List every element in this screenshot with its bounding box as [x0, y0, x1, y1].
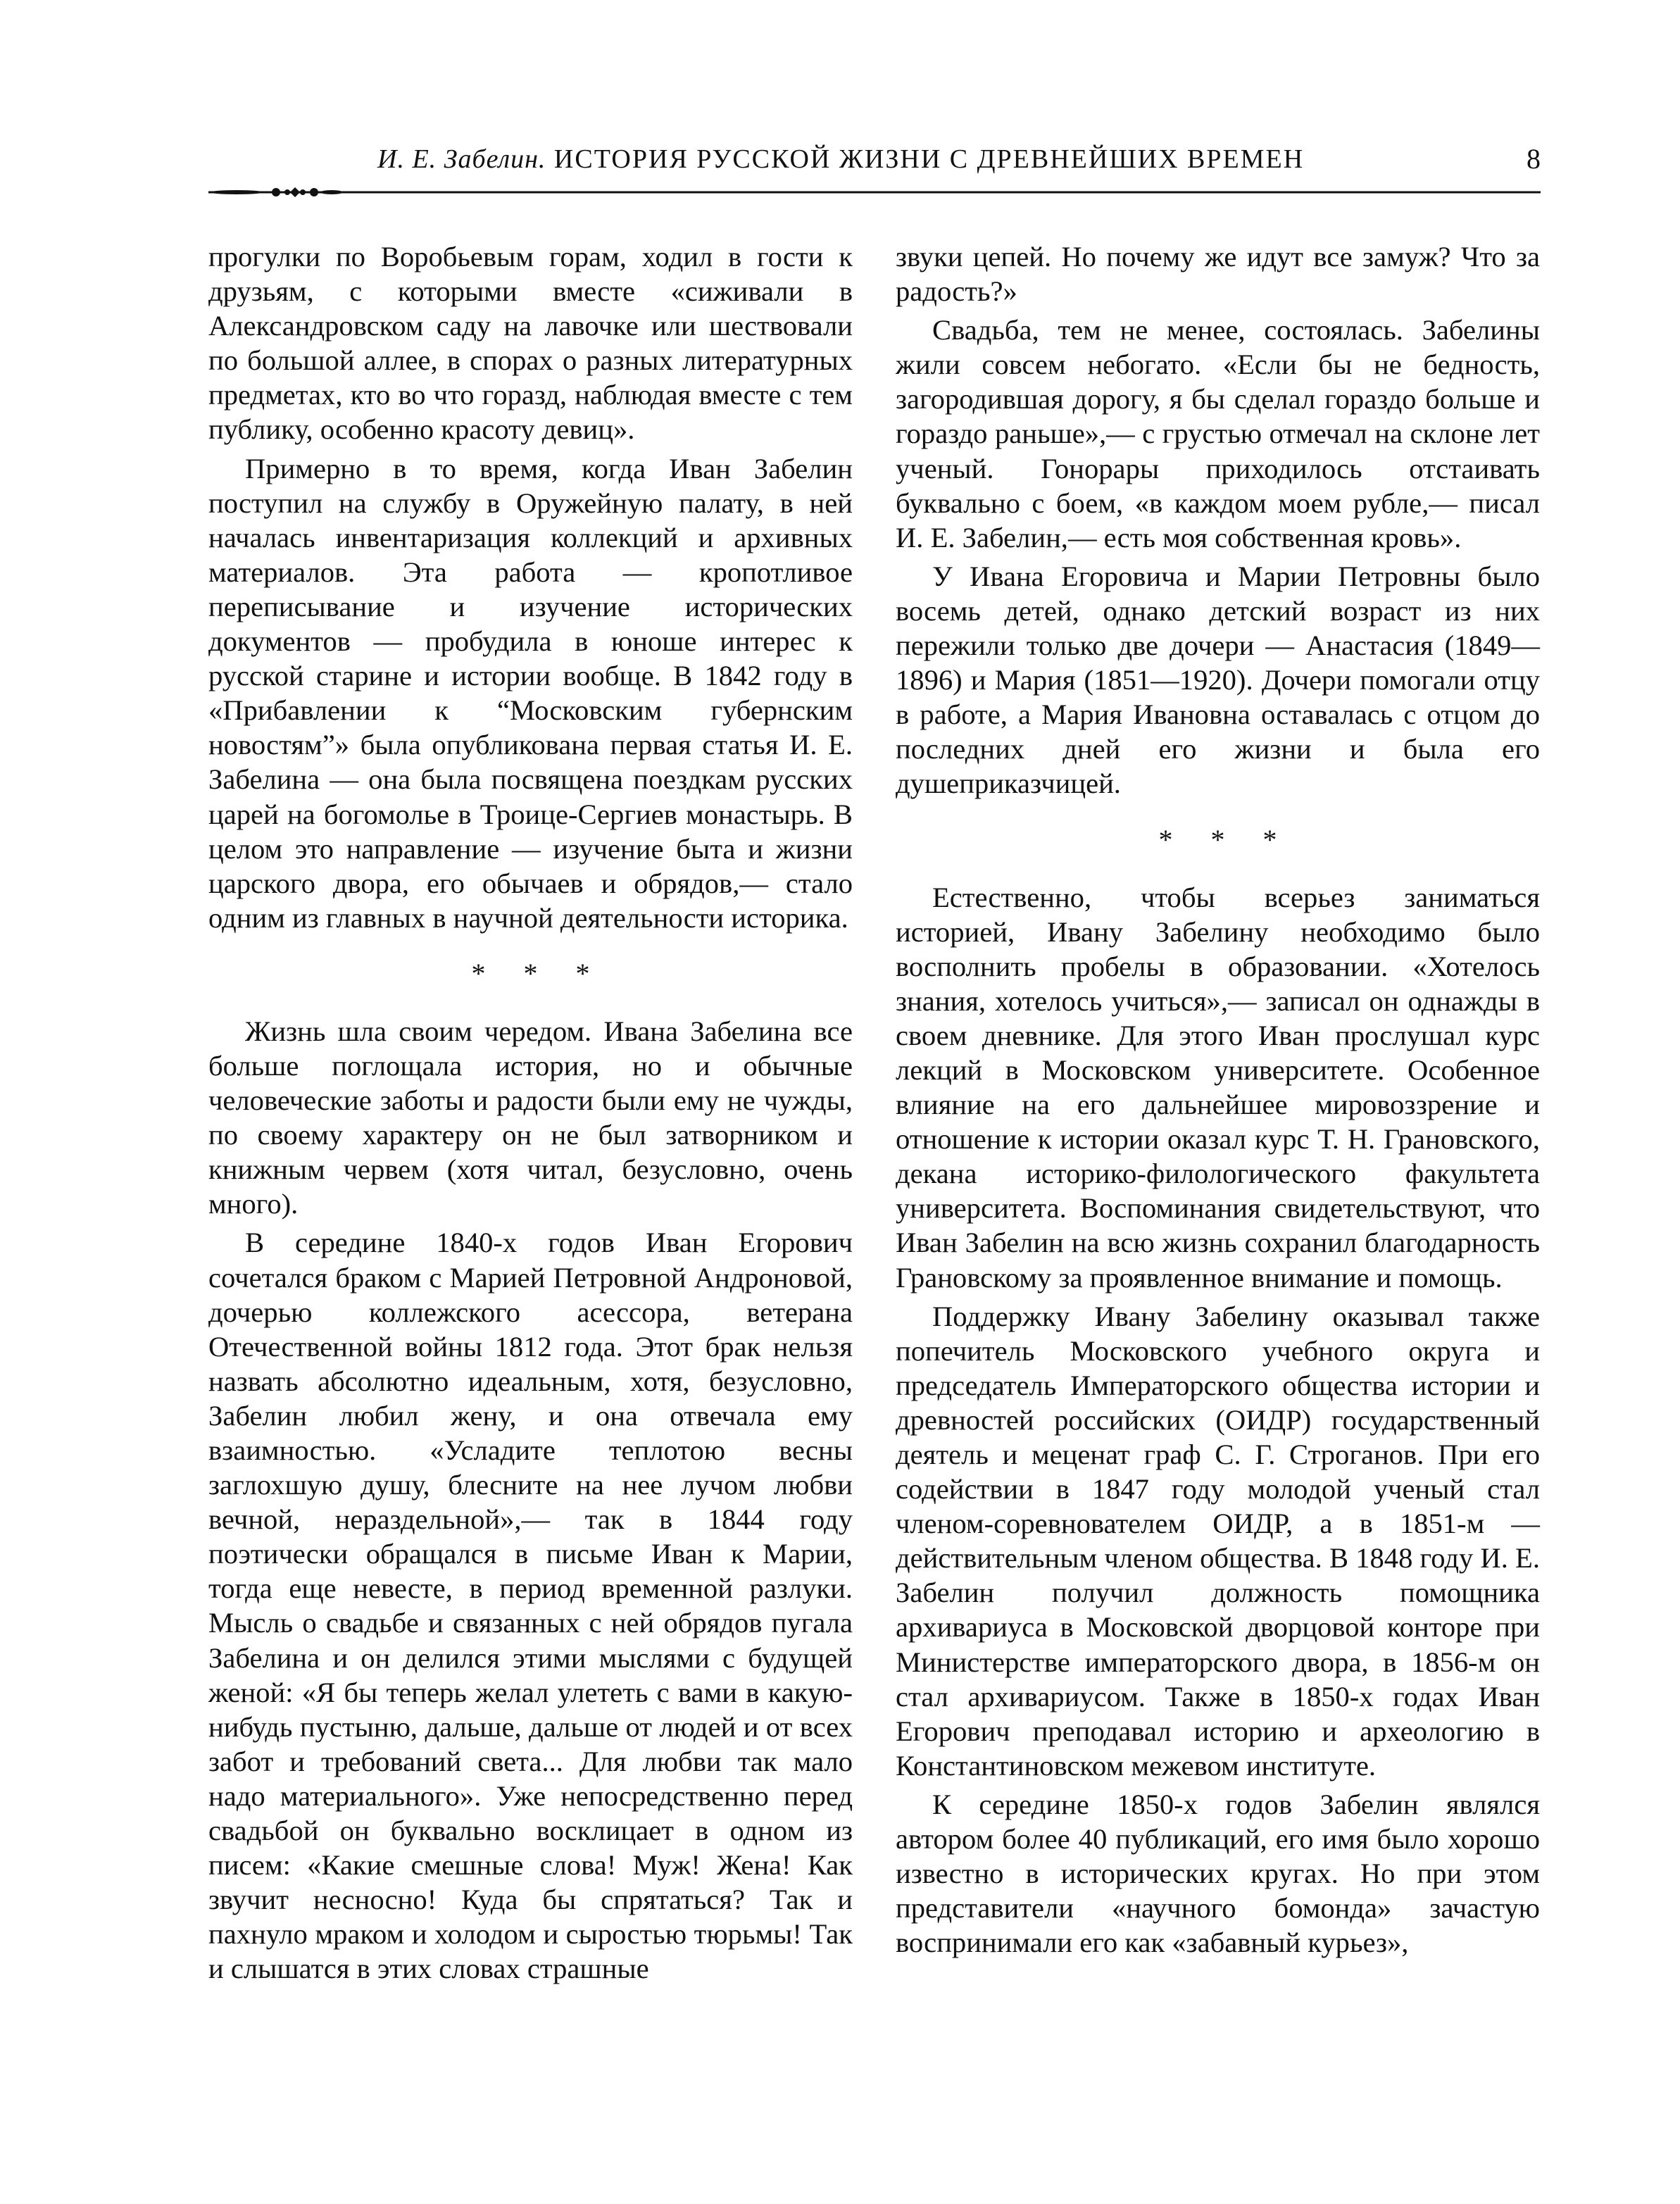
paragraph: Поддержку Ивану Забелину оказывал также попечитель Московского учебного округа и председатель Императорского общества истории и древностей российских (ОИДР) государственный деятель и меценат граф С. Г. Строганов. При его содействии в 1847 году молодой ученый стал членом-соревнователем ОИДР, а в 1851-м — действительным членом общества. В 1848 году И. Е. Забелин получил должность помощника архивариуса в Московской дворцовой конторе при Министерстве императорского двора, в 1856-м он стал архивариусом. Также в 1850-х годах Иван Егорович преподавал историю и археологию в Константиновском межевом институте. — [896, 1300, 1540, 1782]
header-title-line — [377, 139, 1448, 179]
paragraph: К середине 1850-х годов Забелин являлся автором более 40 публикаций, его имя было хорошо известно в исторических кругах. Но при этом представители «научного бомонда» зачастую воспринимали его как «забавный курьез», — [896, 1788, 1540, 1959]
ornamental-rule — [208, 187, 1541, 197]
running-header — [208, 139, 1541, 182]
ornament-flourish-icon — [210, 187, 343, 197]
section-divider: * * * — [471, 957, 606, 989]
paragraph: Примерно в то время, когда Иван Забелин поступил на службу в Оружейную палату, в ней началась инвентаризация коллекций и архивных материалов. Эта работа — кропотливое переписывание и изучение исторических документов — пробудила в юноше интерес к русской старине и истории вообще. В 1842 году в «Прибавлении к “Московским губернским новостям”» была опубликована первая статья И. Е. Забелина — она была посвящена поездкам русских царей на богомолье в Троице-Сергиев монастырь. В целом это направление — изучение быта и жизни царского двора, его обычаев и обрядов,— стало одним из главных в научной деятельности историка. — [208, 452, 853, 934]
header-book-title: ИСТОРИЯ РУССКОЙ ЖИЗНИ С ДРЕВНЕЙШИХ ВРЕМЕН — [553, 144, 1305, 174]
paragraph: В середине 1840-х годов Иван Егорович сочетался браком с Марией Петровной Андроновой, дочерью коллежского асессора, ветерана Отечественной войны 1812 года. Этот брак нельзя назвать абсолютно идеальным, хотя, безусловно, Забелин любил жену, и она отвечала ему взаимностью. «Усладите теплотою весны заглохшую душу, блесните на нее лучом любви вечной, нераздельной»,— так в 1844 году поэтически обращался в письме Иван к Марии, тогда еще невесте, в период временной разлуки. Мысль о свадьбе и связанных с ней обрядов пугала Забелина и он делился этими мыслями с будущей женой: «Я бы теперь желал улететь с вами в какую-нибудь пустыню, дальше, дальше от людей и от всех забот и требований света... Для любви так мало надо материального». Уже непосредственно перед свадьбой он буквально восклицает в одном из писем: «Какие смешные слова! Муж! Жена! Как звучит несносно! Куда бы спрятаться? Так и пахнуло мраком и холодом и сыростью тюрьмы! Так и слышатся в этих словах страшные — [208, 1227, 853, 1985]
paragraph: Жизнь шла своим чередом. Ивана Забелина все больше поглощала история, но и обычные человеческие заботы и радости были ему не чужды, по своему характеру он не был затворником и книжным червем (хотя читал, безусловно, очень много). — [208, 1015, 853, 1220]
page-number: 8 — [1527, 143, 1541, 175]
paragraph: Свадьба, тем не менее, состоялась. Забелины жили совсем небогато. «Если бы не бедность, загородившая дорогу, я бы сделал гораздо больше и гораздо раньше»,— с грустью отмечал на склоне лет ученый. Гонорары приходилось отстаивать буквально с боем, «в каждом моем рубле,— писал И. Е. Забелин,— есть моя собственная кровь». — [896, 314, 1540, 553]
paragraph: звуки цепей. Но почему же идут все замуж? Что за радость?» — [896, 241, 1540, 308]
left-column — [208, 239, 853, 1991]
paragraph: прогулки по Воробьевым горам, ходил в гости к друзьям, с которыми вместе «сиживали в Александровском саду на лавочке или шествовали по большой аллее, в спорах о разных литературных предметах, кто во что горазд, наблюдая вместе с тем публику, особенно красоту девиц». — [208, 241, 853, 446]
section-divider: * * * — [1158, 823, 1293, 856]
header-author: И. Е. Забелин. — [377, 144, 546, 174]
paragraph: Естественно, чтобы всерьез заниматься историей, Ивану Забелину необходимо было восполнить пробелы в образовании. «Хотелось знания, хотелось учиться»,— записал он однажды в своем дневнике. Для этого Иван прослушал курс лекций в Московском университете. Особенное влияние на его дальнейшее мировоззрение и отношение к истории оказал курс Т. Н. Грановского, декана историко-филологического факультета университета. Воспоминания свидетельствуют, что Иван Забелин на всю жизнь сохранил благодарность Грановскому за проявленное внимание и помощь. — [896, 881, 1540, 1294]
right-column — [896, 239, 1540, 1964]
paragraph: У Ивана Егоровича и Марии Петровны было восемь детей, однако детский возраст из них пережили только две дочери — Анастасия (1849—1896) и Мария (1851—1920). Дочери помогали отцу в работе, а Мария Ивановна оставалась с отцом до последних дней его жизни и была его душеприказчицей. — [896, 560, 1540, 800]
